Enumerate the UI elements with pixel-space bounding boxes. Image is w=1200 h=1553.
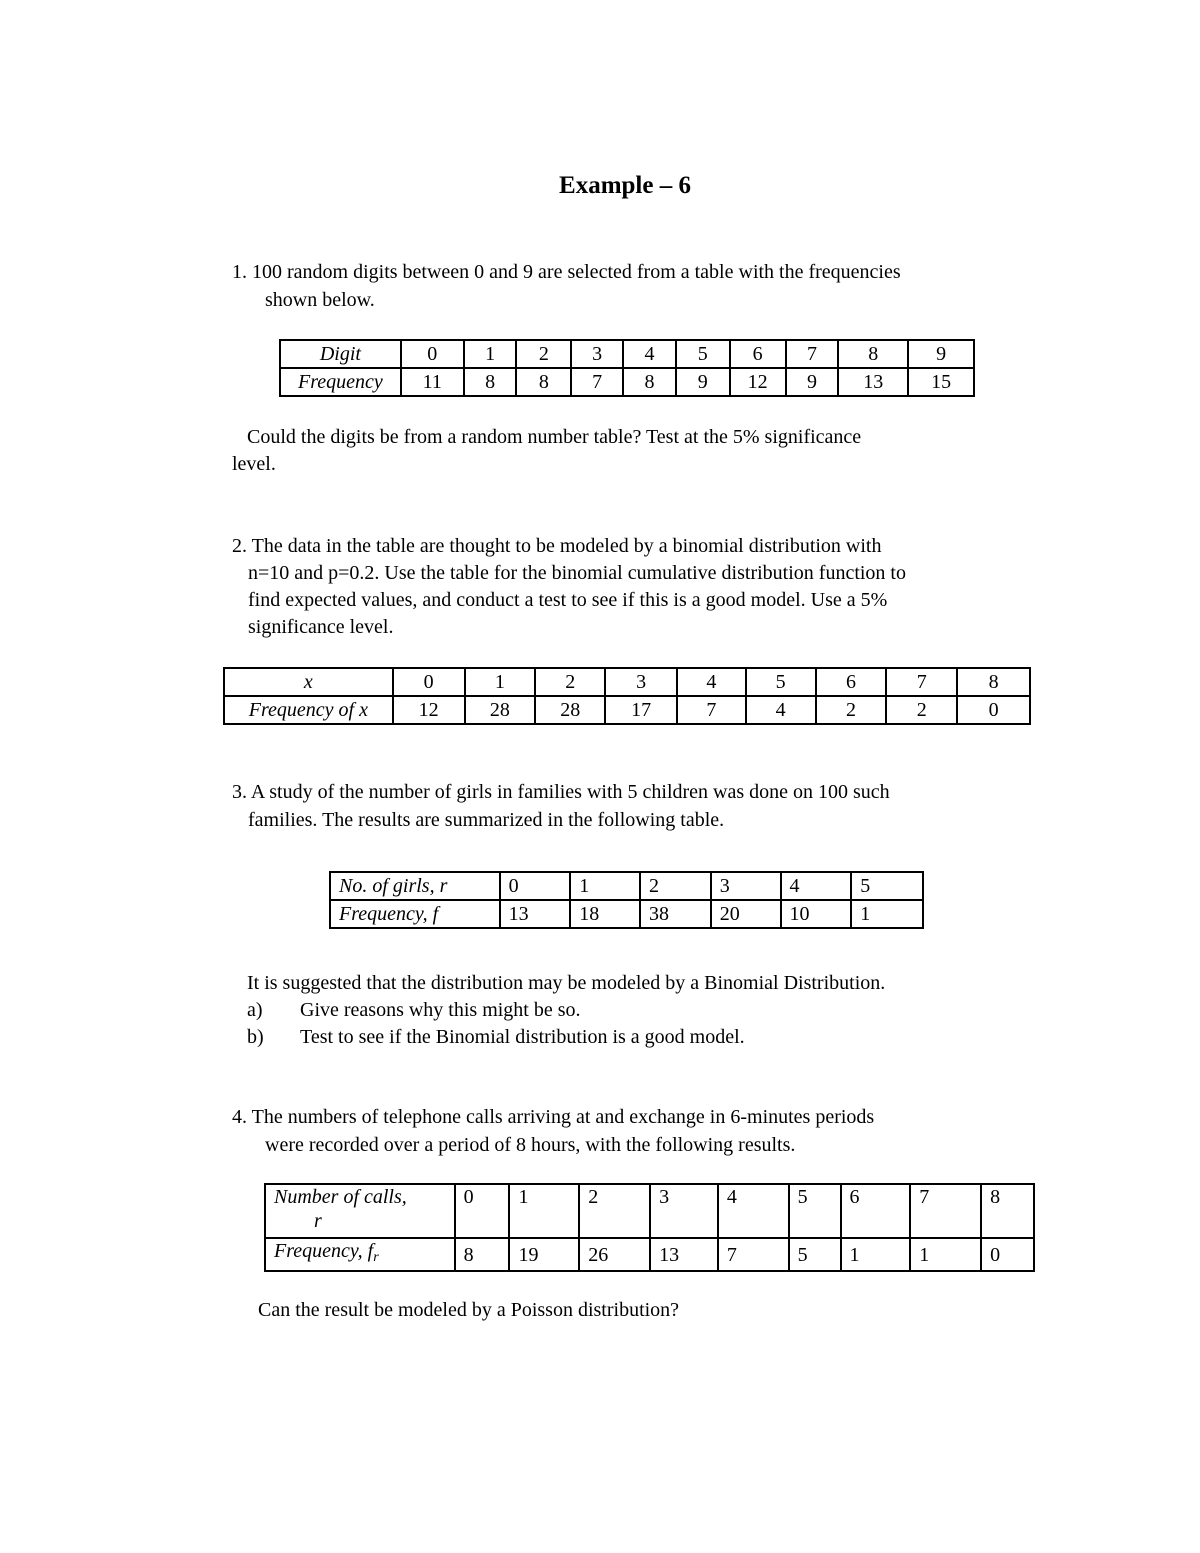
table-cell: 19	[509, 1238, 579, 1271]
q2-line-4: significance level.	[248, 616, 394, 638]
q2-line-1: 2. The data in the table are thought to be modeled by a binomial distribution with	[232, 535, 882, 557]
table-cell: 2	[816, 696, 887, 724]
q2-table	[223, 667, 1031, 725]
table-cell: 3	[650, 1184, 718, 1238]
table-cell: 28	[465, 696, 536, 724]
table-row	[265, 1184, 1034, 1238]
table-row	[330, 872, 923, 900]
table-cell: 0	[455, 1184, 510, 1238]
table-cell: 6	[841, 1184, 911, 1238]
table-cell: 3	[711, 872, 781, 900]
table-cell: 2	[535, 668, 605, 696]
table-cell: 7	[910, 1184, 981, 1238]
table-cell: 8	[838, 340, 908, 368]
table-row	[224, 696, 1030, 724]
table-cell-label-line-2: r	[314, 1210, 322, 1232]
table-cell: 20	[711, 900, 781, 928]
table-cell: Frequency	[280, 368, 401, 396]
table-cell: 7	[677, 696, 746, 724]
table-cell-label-line-1: Number of calls,	[274, 1186, 407, 1208]
q2-line-3: find expected values, and conduct a test to see if this is a good model. Use a 5%	[248, 589, 888, 611]
q4-line-1: 4. The numbers of telephone calls arriving at and exchange in 6-minutes periods	[232, 1106, 875, 1128]
table-cell: 4	[623, 340, 676, 368]
q3-part-a-text: Give reasons why this might be so.	[300, 999, 581, 1021]
table-cell: 11	[401, 368, 464, 396]
table-cell: 5	[746, 668, 816, 696]
table-cell: 3	[571, 340, 623, 368]
page-title: Example – 6	[559, 172, 691, 199]
table-cell	[265, 1238, 455, 1271]
q3-line-2: families. The results are summarized in the following table.	[248, 809, 725, 831]
table-cell: 8	[455, 1238, 510, 1271]
table-cell: 5	[789, 1238, 841, 1271]
table-cell: 4	[781, 872, 852, 900]
q1-line-1: 1. 100 random digits between 0 and 9 are selected from a table with the frequencies	[232, 261, 901, 283]
table-row	[330, 900, 923, 928]
table-cell: 2	[579, 1184, 650, 1238]
q1-table	[279, 339, 975, 397]
table-cell: 28	[535, 696, 605, 724]
table-cell: 12	[730, 368, 786, 396]
table-cell: 0	[393, 668, 465, 696]
table-cell: 3	[605, 668, 677, 696]
table-cell: 2	[516, 340, 571, 368]
table-cell: 2	[640, 872, 711, 900]
table-cell: 5	[676, 340, 730, 368]
table-cell: 10	[781, 900, 852, 928]
table-cell: 8	[981, 1184, 1034, 1238]
table-cell: 4	[746, 696, 816, 724]
table-cell: 12	[393, 696, 465, 724]
table-cell: 9	[908, 340, 974, 368]
table-cell: 0	[981, 1238, 1034, 1271]
table-cell: 9	[676, 368, 730, 396]
q3-part-b-text: Test to see if the Binomial distribution is a good model.	[300, 1026, 745, 1048]
q2-line-2: n=10 and p=0.2. Use the table for the binomial cumulative distribution function to	[248, 562, 906, 584]
table-cell: 1	[570, 872, 640, 900]
table-cell: 7	[886, 668, 957, 696]
table-cell: 6	[730, 340, 786, 368]
q1-after-line-1: Could the digits be from a random number table? Test at the 5% significance	[247, 426, 862, 448]
table-cell: 8	[516, 368, 571, 396]
table-cell: 1	[464, 340, 517, 368]
table-cell: 4	[718, 1184, 789, 1238]
q3-line-1: 3. A study of the number of girls in families with 5 children was done on 100 such	[232, 781, 890, 803]
q1-after-line-2: level.	[232, 453, 276, 475]
table-cell: 9	[786, 368, 839, 396]
table-cell: 38	[640, 900, 711, 928]
table-cell: 7	[718, 1238, 789, 1271]
q4-table	[264, 1183, 1035, 1272]
table-row	[265, 1238, 1034, 1271]
table-cell: 7	[571, 368, 623, 396]
table-cell: No. of girls, r	[330, 872, 500, 900]
table-cell: 15	[908, 368, 974, 396]
table-row	[280, 340, 974, 368]
table-cell-subscript: r	[373, 1250, 379, 1265]
q4-after-line-1: Can the result be modeled by a Poisson distribution?	[258, 1299, 680, 1321]
table-row	[224, 668, 1030, 696]
table-cell: 4	[677, 668, 746, 696]
table-cell: 1	[910, 1238, 981, 1271]
table-cell: 6	[816, 668, 887, 696]
table-cell: 5	[789, 1184, 841, 1238]
table-cell: 13	[500, 900, 571, 928]
table-cell: 1	[465, 668, 536, 696]
table-cell: Digit	[280, 340, 401, 368]
table-cell: 1	[851, 900, 923, 928]
q3-table	[329, 871, 924, 929]
table-cell: 0	[957, 696, 1030, 724]
table-cell: x	[224, 668, 393, 696]
table-cell: 0	[500, 872, 571, 900]
q4-line-2: were recorded over a period of 8 hours, with the following results.	[265, 1134, 796, 1156]
table-cell: 13	[838, 368, 908, 396]
table-cell	[265, 1184, 455, 1238]
table-cell: 26	[579, 1238, 650, 1271]
table-cell: 2	[886, 696, 957, 724]
table-row	[280, 368, 974, 396]
table-cell: 1	[841, 1238, 911, 1271]
table-cell: Frequency, f	[330, 900, 500, 928]
table-cell: 8	[623, 368, 676, 396]
table-cell: 8	[464, 368, 517, 396]
q3-part-b-label: b)	[247, 1026, 264, 1048]
table-cell: Frequency of x	[224, 696, 393, 724]
table-cell: 5	[851, 872, 923, 900]
table-cell: 8	[957, 668, 1030, 696]
q3-part-a-label: a)	[247, 999, 263, 1021]
table-cell: 7	[786, 340, 839, 368]
table-cell: 17	[605, 696, 677, 724]
table-cell: 1	[509, 1184, 579, 1238]
q1-line-2: shown below.	[265, 289, 375, 311]
table-cell: 18	[570, 900, 640, 928]
q3-after-line-1: It is suggested that the distribution may be modeled by a Binomial Distribution.	[247, 972, 886, 994]
table-cell-label: Frequency, f	[274, 1240, 374, 1262]
table-cell: 0	[401, 340, 464, 368]
table-cell: 13	[650, 1238, 718, 1271]
